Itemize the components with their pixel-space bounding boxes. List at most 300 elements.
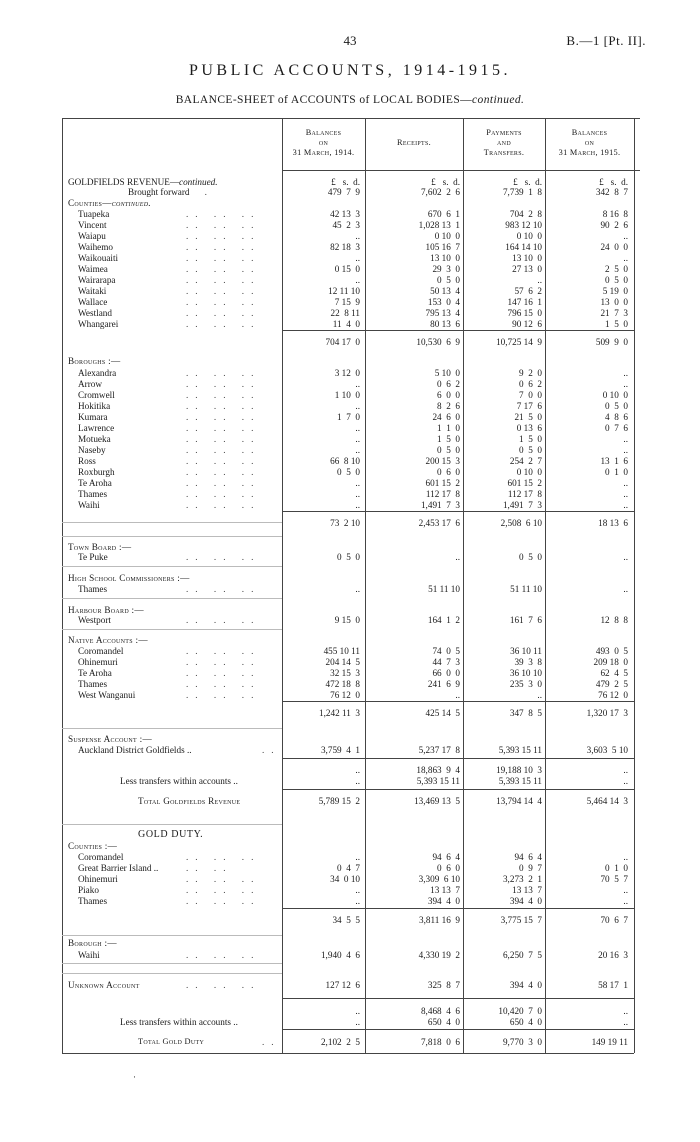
column-header-line: Payments (486, 128, 522, 137)
leader-dots: .. .. .. (186, 467, 261, 477)
amount-cell: 153 0 4 (427, 297, 460, 307)
table-row (0, 689, 700, 701)
amount-cell: 1 5 0 (437, 434, 460, 444)
leader-dots: .. .. .. (186, 489, 261, 499)
amount-cell: .. (455, 690, 460, 700)
leader-dots: .. .. .. (186, 500, 261, 510)
amount-cell: 21 7 3 (600, 308, 628, 318)
amount-cell: 1 5 0 (605, 319, 628, 329)
amount-cell: 795 13 4 (425, 308, 460, 318)
amount-cell: 3,811 16 9 (418, 915, 460, 925)
amount-cell: .. (355, 584, 360, 594)
amount-cell: 94 6 4 (514, 852, 542, 862)
row-label: Westport (78, 615, 111, 625)
amount-cell: £ s. d. (513, 177, 542, 187)
amount-cell: 5,789 15 2 (318, 796, 360, 806)
amount-cell: 1,940 4 6 (320, 950, 360, 960)
column-header-line: and (497, 138, 511, 147)
amount-cell: 12 11 10 (328, 286, 360, 296)
amount-cell: 9 2 0 (519, 368, 542, 378)
amount-cell: .. (623, 434, 628, 444)
amount-cell: 2,453 17 6 (418, 518, 460, 528)
amount-cell: 12 8 8 (600, 615, 628, 625)
column-header-balances-1915 (545, 128, 634, 158)
page-subtitle (0, 94, 700, 106)
section-rule (62, 935, 282, 936)
section-rule (62, 598, 282, 599)
amount-cell: 479 2 5 (595, 679, 628, 689)
amount-cell: £ s. d. (331, 177, 360, 187)
total-rule (282, 998, 634, 999)
amount-cell: 13,794 14 4 (496, 796, 542, 806)
leader-dots: .. .. .. (186, 368, 261, 378)
amount-cell: 472 18 8 (325, 679, 360, 689)
leader-dots: .. .. .. (186, 275, 261, 285)
amount-cell: 164 1 2 (427, 615, 460, 625)
row-label: High School Commissioners :— (68, 573, 190, 583)
amount-cell: 147 16 1 (507, 297, 542, 307)
row-label: Te Aroha (78, 668, 112, 678)
amount-cell: 254 2 7 (509, 456, 542, 466)
subtotal-row (0, 517, 700, 529)
amount-cell: 7,818 0 6 (420, 1037, 460, 1047)
amount-cell: .. (355, 776, 360, 786)
amount-cell: 0 5 0 (605, 401, 628, 411)
leader-dots: .. .. .. (186, 412, 261, 422)
amount-cell: .. (355, 885, 360, 895)
amount-cell: 3 12 0 (334, 368, 360, 378)
row-label: Wairarapa (78, 275, 116, 285)
leader-dots: .. .. .. (186, 379, 261, 389)
row-label: Waihemo (78, 242, 113, 252)
amount-cell: 10,725 14 9 (496, 337, 542, 347)
amount-cell: 66 8 10 (330, 456, 360, 466)
amount-cell: 7,602 2 6 (420, 187, 460, 197)
total-rule (282, 701, 634, 702)
leader-dots: .. .. .. (186, 308, 261, 318)
amount-cell: .. (355, 500, 360, 510)
leader-dots: .. .. .. (186, 584, 261, 594)
amount-cell: 149 19 11 (591, 1037, 628, 1047)
row-label: Naseby (78, 445, 106, 455)
amount-cell: 42 13 3 (330, 209, 360, 219)
table-top-rule (62, 118, 640, 119)
amount-cell: 0 1 0 (605, 863, 628, 873)
amount-cell: 0 5 0 (337, 552, 360, 562)
amount-cell: 0 9 7 (519, 863, 542, 873)
leader-dots: .. .. .. (186, 478, 261, 488)
row-label: Unknown Account (68, 980, 140, 990)
column-header-receipts (365, 138, 463, 148)
amount-cell: .. (355, 489, 360, 499)
leader-dots: .. .. .. (186, 231, 261, 241)
row-label: Thames (78, 584, 108, 594)
amount-cell: 50 13 4 (430, 286, 460, 296)
amount-cell: 8,468 4 6 (420, 1006, 460, 1016)
section-title-italic: continued. (111, 198, 151, 208)
row-label: Te Puke (78, 552, 108, 562)
row-label: Lawrence (78, 423, 115, 433)
leader-dots: .. .. .. (186, 209, 261, 219)
amount-cell: 2,508 6 10 (500, 518, 542, 528)
amount-cell: .. (355, 231, 360, 241)
amount-cell: 70 6 7 (600, 915, 628, 925)
amount-cell: 650 4 0 (427, 1017, 460, 1027)
amount-cell: 1,320 17 3 (586, 708, 628, 718)
table-row (0, 1036, 700, 1048)
amount-cell: 13 13 7 (512, 885, 542, 895)
subtotal-row (0, 707, 700, 719)
amount-cell: 0 13 6 (516, 423, 542, 433)
row-label: Arrow (78, 379, 102, 389)
section-rule (62, 728, 282, 729)
amount-cell: 21 5 0 (514, 412, 542, 422)
total-rule (282, 758, 634, 759)
amount-cell: 73 2 10 (330, 518, 360, 528)
amount-cell: .. (355, 275, 360, 285)
amount-cell: .. (623, 1006, 628, 1016)
row-label: Roxburgh (78, 467, 115, 477)
row-label: Less transfers within accounts .. (120, 1017, 238, 1027)
column-header-line: Balances (305, 128, 342, 137)
amount-cell: 983 12 10 (505, 220, 542, 230)
amount-cell: 3,775 15 7 (500, 915, 542, 925)
row-label: Ohinemuri (78, 874, 118, 884)
amount-cell: 394 4 0 (509, 896, 542, 906)
total-rule (282, 789, 634, 790)
amount-cell: 7,739 1 8 (502, 187, 542, 197)
amount-cell: .. (355, 478, 360, 488)
amount-cell: .. (623, 231, 628, 241)
amount-cell: .. (455, 552, 460, 562)
amount-cell: 394 4 0 (509, 980, 542, 990)
leader-dots: .. .. .. (186, 950, 261, 960)
table-row (0, 937, 700, 949)
amount-cell: 394 4 0 (427, 896, 460, 906)
table-row (0, 318, 700, 330)
amount-cell: 796 15 0 (507, 308, 542, 318)
row-label: Boroughs :— (68, 356, 121, 366)
leader-dots: .. .. .. (186, 253, 261, 263)
leader-dots: . . (186, 187, 214, 197)
leader-dots: .. .. .. (186, 401, 261, 411)
section-rule (62, 629, 282, 630)
amount-cell: 18,863 9 4 (416, 765, 460, 775)
leader-dots: .. .. .. (186, 646, 261, 656)
leader-dots: .. .. .. (186, 319, 261, 329)
row-label: Wallace (78, 297, 108, 307)
amount-cell: 74 0 5 (432, 646, 460, 656)
amount-cell: 76 12 0 (330, 690, 360, 700)
amount-cell: .. (355, 1017, 360, 1027)
amount-cell: 13 1 6 (600, 456, 628, 466)
amount-cell: 13 10 0 (512, 253, 542, 263)
amount-cell: 34 5 5 (332, 915, 360, 925)
amount-cell: 1,028 13 1 (418, 220, 460, 230)
table-row (0, 551, 700, 563)
section-rule (62, 824, 282, 825)
amount-cell: 241 6 9 (427, 679, 460, 689)
amount-cell: 455 10 11 (323, 646, 360, 656)
amount-cell: 0 5 0 (519, 445, 542, 455)
row-label: Native Accounts :— (68, 635, 148, 645)
leader-dots: .. .. .. (186, 445, 261, 455)
amount-cell: 5 19 0 (602, 286, 628, 296)
amount-cell: £ s. d. (431, 177, 460, 187)
amount-cell: 9,770 3 0 (502, 1037, 542, 1047)
amount-cell: 13 10 0 (430, 253, 460, 263)
row-label: Whangarei (78, 319, 119, 329)
amount-cell: .. (623, 552, 628, 562)
subtotal-row (0, 336, 700, 348)
amount-cell: .. (623, 852, 628, 862)
header-bottom-rule (282, 170, 640, 171)
leader-dots: .. .. .. (186, 552, 261, 562)
amount-cell: 66 0 0 (432, 668, 460, 678)
document-reference: B.—1 [Pt. II]. (566, 33, 646, 48)
amount-cell: 6 0 0 (437, 390, 460, 400)
section-rule (62, 522, 282, 523)
page-number: 43 (343, 33, 357, 48)
row-label: Piako (78, 885, 99, 895)
amount-cell: 1,491 7 3 (420, 500, 460, 510)
amount-cell: .. (355, 423, 360, 433)
amount-cell: 19,188 10 3 (496, 765, 542, 775)
amount-cell: .. (623, 368, 628, 378)
amount-cell: 57 6 2 (514, 286, 542, 296)
amount-cell: 112 17 8 (507, 489, 542, 499)
section-rule (62, 566, 282, 567)
row-label: Great Barrier Island .. (78, 863, 159, 873)
amount-cell: 62 4 5 (600, 668, 628, 678)
amount-cell: 29 3 0 (432, 264, 460, 274)
amount-cell: 7 0 0 (519, 390, 542, 400)
row-label: Borough :— (68, 938, 117, 948)
row-label: Waimea (78, 264, 108, 274)
amount-cell: 24 6 0 (432, 412, 460, 422)
leader-dots: .. .. .. (186, 690, 261, 700)
amount-cell: 8 2 6 (437, 401, 460, 411)
section-title: Counties— (68, 198, 112, 208)
amount-cell: 10,530 6 9 (416, 337, 460, 347)
leader-dots: .. .. .. (186, 980, 261, 990)
row-label: Alexandra (78, 368, 117, 378)
amount-cell: 0 6 2 (437, 379, 460, 389)
amount-cell: 9 15 0 (334, 615, 360, 625)
amount-cell: 27 13 0 (512, 264, 542, 274)
amount-cell: .. (623, 1017, 628, 1027)
amount-cell: .. (623, 885, 628, 895)
amount-cell: 45 2 3 (332, 220, 360, 230)
amount-cell: 0 6 2 (519, 379, 542, 389)
amount-cell: 325 8 7 (427, 980, 460, 990)
amount-cell: 601 15 2 (425, 478, 460, 488)
leader-dots: .. .. .. (186, 679, 261, 689)
leader-dots: .. (262, 1037, 281, 1047)
amount-cell: 2 5 0 (605, 264, 628, 274)
amount-cell: £ s. d. (599, 177, 628, 187)
leader-dots: .. .. .. (186, 657, 261, 667)
row-label: Coromandel (78, 852, 124, 862)
row-label: Waikouaiti (78, 253, 119, 263)
amount-cell: 112 17 8 (425, 489, 460, 499)
amount-cell: 34 0 10 (330, 874, 360, 884)
table-row (0, 949, 700, 961)
leader-dots: .. .. .. (186, 297, 261, 307)
column-header-line: on (584, 138, 595, 147)
row-label: Hokitika (78, 401, 111, 411)
amount-cell: 0 1 0 (605, 467, 628, 477)
row-label: Town Board :— (68, 542, 132, 552)
leader-dots: .. (262, 745, 281, 755)
amount-cell: 704 2 8 (509, 209, 542, 219)
amount-cell: 342 8 7 (595, 187, 628, 197)
row-label: Waiapu (78, 231, 106, 241)
row-label: Less transfers within accounts .. (120, 776, 238, 786)
amount-cell: .. (355, 852, 360, 862)
amount-cell: 670 6 1 (427, 209, 460, 219)
amount-cell: 5,393 15 11 (498, 776, 542, 786)
amount-cell: 32 15 3 (330, 668, 360, 678)
amount-cell: 82 18 3 (330, 242, 360, 252)
amount-cell: 0 10 0 (516, 231, 542, 241)
leader-dots: .. .. .. (186, 896, 261, 906)
amount-cell: 3,309 6 10 (418, 874, 460, 884)
row-label: Harbour Board :— (68, 605, 144, 615)
column-header-line: 31 March, 1914. (292, 148, 355, 157)
table-row (0, 744, 700, 756)
amount-cell: 4 8 6 (605, 412, 628, 422)
leader-dots: .. .. .. (186, 885, 261, 895)
amount-cell: 44 7 3 (432, 657, 460, 667)
amount-cell: 204 14 5 (325, 657, 360, 667)
amount-cell: 704 17 0 (325, 337, 360, 347)
amount-cell: .. (537, 275, 542, 285)
table-row (0, 614, 700, 626)
leader-dots: .. .. .. (186, 423, 261, 433)
amount-cell: 509 9 0 (595, 337, 628, 347)
leader-dots: .. .. .. (186, 220, 261, 230)
column-header-line: Balances (571, 128, 608, 137)
amount-cell: 5,237 17 8 (418, 745, 460, 755)
amount-cell: 51 11 10 (428, 584, 460, 594)
amount-cell: 2,102 2 5 (320, 1037, 360, 1047)
leader-dots: .. .. .. (186, 874, 261, 884)
column-header-line: Transfers. (483, 148, 525, 157)
amount-cell: .. (623, 253, 628, 263)
amount-cell: 13 13 7 (430, 885, 460, 895)
amount-cell: .. (355, 896, 360, 906)
amount-cell: .. (355, 445, 360, 455)
amount-cell: 90 12 6 (512, 319, 542, 329)
amount-cell: .. (355, 379, 360, 389)
amount-cell: 1,242 11 3 (318, 708, 360, 718)
amount-cell: .. (623, 584, 628, 594)
amount-cell: 0 7 6 (605, 423, 628, 433)
amount-cell: 36 10 10 (509, 668, 542, 678)
amount-cell: .. (623, 776, 628, 786)
section-rule (62, 536, 282, 537)
total-rule (282, 1029, 634, 1030)
amount-cell: 36 10 11 (510, 646, 542, 656)
total-rule (282, 908, 634, 909)
amount-cell: 0 6 0 (437, 467, 460, 477)
amount-cell: 347 8 5 (509, 708, 542, 718)
leader-dots: .. .. .. (186, 286, 261, 296)
amount-cell: .. (355, 434, 360, 444)
amount-cell: 20 16 3 (598, 950, 628, 960)
amount-cell: 5,464 14 3 (586, 796, 628, 806)
amount-cell: 127 12 6 (325, 980, 360, 990)
amount-cell: 1,491 7 3 (502, 500, 542, 510)
row-label: Tuapeka (78, 209, 110, 219)
page-speck: · (133, 1072, 136, 1082)
leader-dots: .. .. .. (186, 390, 261, 400)
subtitle-italic: continued. (472, 94, 525, 106)
amount-cell: 105 16 7 (425, 242, 460, 252)
table-row (0, 355, 700, 367)
column-header-line: on (318, 138, 329, 147)
total-rule (282, 330, 634, 331)
amount-cell: 164 14 10 (505, 242, 542, 252)
column-header-balances-1914 (282, 128, 365, 158)
amount-cell: .. (623, 500, 628, 510)
amount-cell: 5 10 0 (434, 368, 460, 378)
amount-cell: .. (623, 445, 628, 455)
amount-cell: 51 11 10 (510, 584, 542, 594)
amount-cell: 80 13 6 (430, 319, 460, 329)
amount-cell: 13,469 13 5 (414, 796, 460, 806)
amount-cell: 3,759 4 1 (320, 745, 360, 755)
amount-cell: 479 7 9 (327, 187, 360, 197)
subtotal-row (0, 914, 700, 926)
column-header-payments (463, 128, 545, 158)
row-label: Ross (78, 456, 96, 466)
amount-cell: 70 5 7 (600, 874, 628, 884)
amount-cell: 0 5 0 (337, 467, 360, 477)
amount-cell: 1 7 0 (337, 412, 360, 422)
amount-cell: 22 8 11 (330, 308, 360, 318)
amount-cell: .. (623, 489, 628, 499)
amount-cell: .. (355, 1006, 360, 1016)
amount-cell: 1 1 0 (437, 423, 460, 433)
amount-cell: 3,603 5 10 (586, 745, 628, 755)
amount-cell: 209 18 0 (593, 657, 628, 667)
amount-cell: .. (623, 379, 628, 389)
leader-dots: .. .. .. (186, 615, 261, 625)
row-label: Auckland District Goldfields .. (78, 745, 192, 755)
row-label: Ohinemuri (78, 657, 118, 667)
amount-cell: .. (623, 896, 628, 906)
row-label: Te Aroha (78, 478, 112, 488)
amount-cell: 11 4 0 (332, 319, 360, 329)
row-label: Counties :— (68, 841, 118, 851)
section-title: GOLDFIELDS REVENUE— (68, 177, 180, 187)
amount-cell: 161 7 6 (509, 615, 542, 625)
subtitle-main: BALANCE-SHEET of ACCOUNTS of LOCAL BODIES— (175, 94, 473, 106)
row-label: Westland (78, 308, 112, 318)
amount-cell: 0 6 0 (437, 863, 460, 873)
leader-dots: .. .. .. (186, 852, 261, 862)
amount-cell: 0 5 0 (605, 275, 628, 285)
amount-cell: 10,420 7 0 (498, 1006, 542, 1016)
total-rule (282, 511, 634, 512)
amount-cell: 0 10 0 (434, 231, 460, 241)
row-label: Thames (78, 896, 108, 906)
amount-cell: .. (355, 765, 360, 775)
table-bottom-rule (62, 1053, 634, 1054)
leader-dots: .. .. (186, 863, 233, 873)
